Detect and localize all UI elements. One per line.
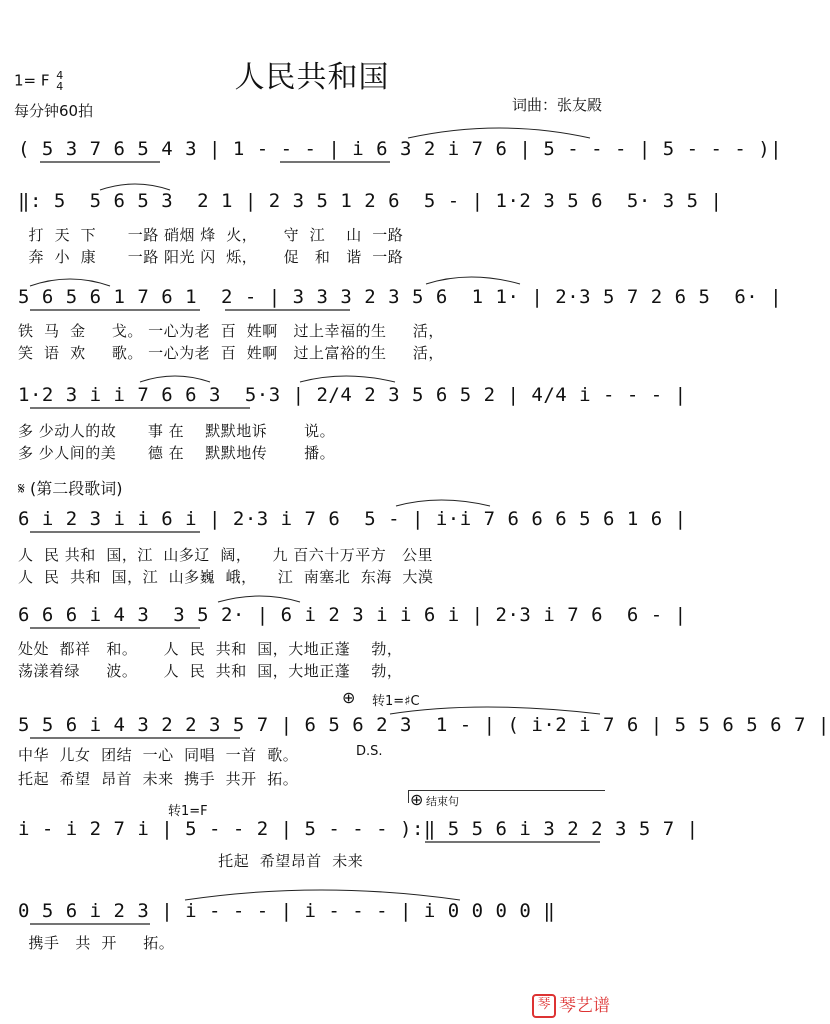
segno-note: (第二段歌词) <box>29 479 123 498</box>
score-row-2-notes: ‖: 5 5 6 5 3 2 1 | 2 3 5 1 2 6 5 - | 1·2 3 5 6 5· 3 5 | <box>18 190 723 212</box>
score-row-4-lyrics-2: 多 少人间的美 德 在 默默地传 播。 <box>18 444 336 462</box>
score-row-5-lyrics-2: 人 民 共和 国，江 山多巍 峨， 江 南塞北 东海 大漠 <box>18 568 434 586</box>
segno-symbol: 𝄋 <box>18 479 25 498</box>
score-row-9-notes: 0 5 6 i 2 3 | i - - - | i - - - | i 0 0 0 0 ‖ <box>18 900 556 922</box>
key-label: 1= F <box>14 71 50 90</box>
score-row-3-lyrics-1: 铁 马 金 戈。 一心为老 百 姓啊 过上幸福的生 活， <box>18 322 444 340</box>
score-row-8-lyrics-1: 托起 希望昂首 未来 <box>18 852 364 870</box>
slur-8 <box>218 596 300 602</box>
score-row-5-lyrics-1: 人 民 共和 国，江 山多辽 阔， 九 百六十万平方 公里 <box>18 546 434 564</box>
song-title: 人民共和国 <box>234 60 390 95</box>
slur-5 <box>300 376 395 382</box>
modulation-f: 转1=F <box>168 804 208 819</box>
credit-line: 词曲：张友殿 <box>511 96 602 114</box>
score-row-8-notes: i - i 2 7 i | 5 - - 2 | 5 - - - ):‖ 5 5 6 i 3 2 2 3 5 7 | <box>18 818 699 840</box>
score-row-6-lyrics-1: 处处 都祥 和。 人 民 共和 国，大地正蓬 勃， <box>18 640 403 658</box>
slur-6 <box>140 376 210 382</box>
tempo-marking: 每分钟60拍 <box>14 102 94 120</box>
slur-3 <box>426 277 520 284</box>
slur-4 <box>30 279 110 286</box>
logo-text: 琴艺谱 <box>559 996 610 1016</box>
score-row-3-lyrics-2: 笑 语 欢 歌。 一心为老 百 姓啊 过上富裕的生 活， <box>18 344 444 362</box>
score-row-7-notes: 5 5 6 i 4 3 2 2 3 5 7 | 6 5 6 2 3 1 - | ( i·2 i 7 6 | 5 5 6 5 6 7 | <box>18 714 830 736</box>
score-row-4-lyrics-1: 多 少动人的故 事 在 默默地诉 说。 <box>18 422 336 440</box>
coda-mark-2: ⊕ <box>410 790 424 809</box>
score-row-5-notes: 6 i 2 3 i i 6 i | 2·3 i 7 6 5 - | i·i 7 6 6 6 5 6 1 6 | <box>18 508 687 530</box>
logo-icon: 琴 <box>532 994 556 1018</box>
ds-mark: D.S. <box>356 744 383 759</box>
score-row-2-lyrics-1: 打 天 下 一路 硝烟 烽 火， 守 江 山 一路 <box>18 226 404 244</box>
modulation-c-sharp: 转1=♯C <box>372 694 420 709</box>
slur-7 <box>396 500 490 506</box>
score-row-4-notes: 1·2 3 i i 7 6 6 3 5·3 | 2/4 2 3 5 6 5 2 | 4/4 i - - - | <box>18 384 687 406</box>
slur-10 <box>185 890 460 900</box>
score-row-3-notes: 5 6 5 6 1 7 6 1 2 - | 3 3 3 2 3 5 6 1 1· | 2·3 5 7 2 6 5 6· | <box>18 286 783 308</box>
coda-mark: ⊕ <box>342 688 356 707</box>
score-row-2-lyrics-2: 奔 小 康 一路 阳光 闪 烁， 促 和 谐 一路 <box>18 248 404 266</box>
time-numerator: 4 <box>56 69 64 82</box>
score-row-6-notes: 6 6 6 i 4 3 3 5 2· | 6 i 2 3 i i 6 i | 2·3 i 7 6 6 - | <box>18 604 687 626</box>
score-row-1-notes: ( 5 3 7 6 5 4 3 | 1 - - - | i 6 3 2 i 7 6 | 5 - - - | 5 - - - )| <box>18 138 783 160</box>
site-logo <box>532 991 610 1018</box>
score-row-7-lyrics-1: 中华 儿女 团结 一心 同唱 一首 歌。 <box>18 746 299 764</box>
score-row-9-lyrics-1: 携手 共 开 拓。 <box>18 934 175 952</box>
slur-9 <box>390 707 600 714</box>
slur-2 <box>100 184 170 190</box>
ending-label: 结束句 <box>426 795 459 808</box>
time-denominator: 4 <box>56 80 64 93</box>
score-row-6-lyrics-2: 荡漾着绿 波。 人 民 共和 国，大地正蓬 勃， <box>18 662 403 680</box>
slur-1 <box>408 128 590 138</box>
score-row-7-lyrics-2: 托起 希望 昂首 未来 携手 共开 拓。 <box>18 770 299 788</box>
